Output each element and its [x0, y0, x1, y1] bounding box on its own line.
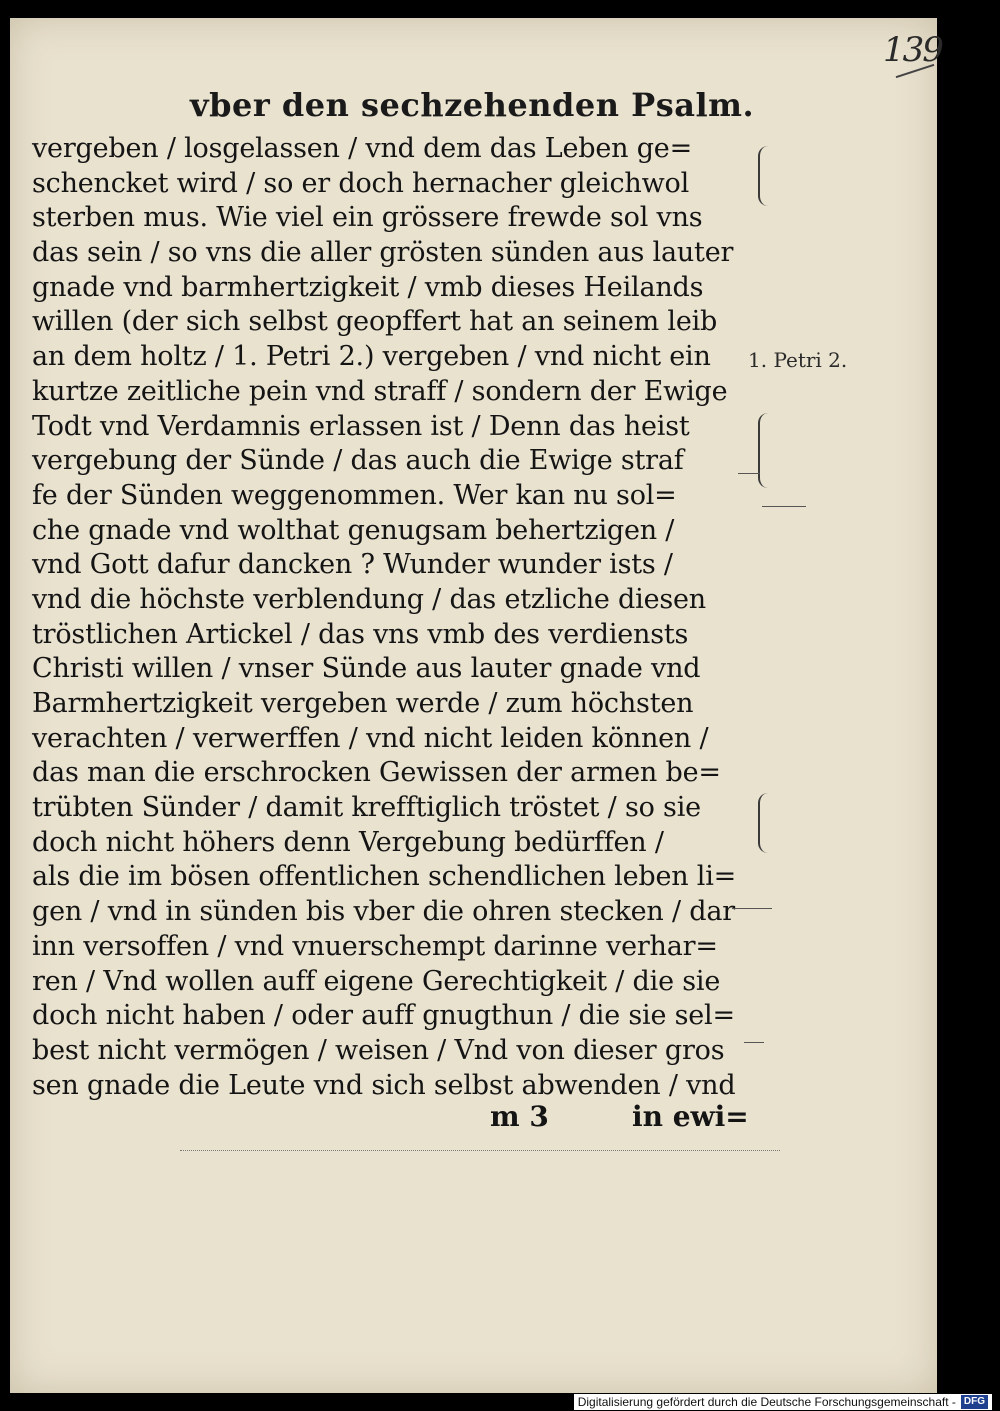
text-line: Barmhertzigkeit vergeben werde / zum höchsten — [32, 688, 694, 719]
dfg-logo: DFG — [961, 1395, 988, 1409]
text-line: inn versoffen / vnd vnuerschempt darinne verhar= — [32, 930, 718, 962]
pencil-dash — [744, 1042, 764, 1043]
signature-mark: m 3 — [490, 1100, 549, 1133]
text-line: gnade vnd barmhertzigkeit / vmb dieses Heilands — [32, 271, 704, 303]
text-line: Todt vnd Verdamnis erlassen ist / Denn das heist — [32, 410, 690, 442]
text-line: als die im bösen offentlichen schendlichen leben li= — [32, 861, 737, 893]
text-line: best nicht vermögen / weisen / Vnd von dieser gros — [32, 1034, 725, 1066]
text-line: willen (der sich selbst geopffert hat an seinem leib — [32, 306, 718, 338]
text-line: ren / Vnd wollen auff eigene Gerechtigkeit / die sie — [32, 965, 721, 997]
body-text — [32, 132, 752, 1103]
digitization-credit — [574, 1394, 992, 1410]
text-line: kurtze zeitliche pein vnd straff / sondern der Ewige — [32, 375, 728, 407]
page-number: 139 — [883, 30, 942, 70]
pencil-arrow-mark — [762, 506, 806, 507]
text-line: das man die erschrocken Gewissen der armen be= — [32, 757, 721, 789]
text-line: schencket wird / so er doch hernacher gleichwol — [32, 167, 690, 199]
margin-bracket — [758, 793, 770, 853]
margin-bracket — [758, 146, 770, 206]
text-line: che gnade vnd wolthat genugsam behertzigen / — [32, 514, 675, 546]
text-line: trübten Sünder / damit krefftiglich tröstet / so sie — [32, 792, 701, 824]
text-line: an dem holtz / 1. Petri 2.) vergeben / vnd nicht ein — [32, 341, 711, 373]
text-line: doch nicht höhers denn Vergebung bedürffen / — [32, 826, 664, 858]
text-line: das sein / so vns die aller grösten sünden aus lauter — [32, 237, 734, 269]
text-line: sterben mus. Wie viel ein grössere frewde sol vns — [32, 202, 703, 234]
text-line: vnd die höchste verblendung / das etzliche diesen — [32, 583, 706, 615]
text-line: vergebung der Sünde / das auch die Ewige straf — [32, 445, 684, 477]
text-line: fe der Sünden weggenommen. Wer kan nu sol= — [32, 479, 677, 511]
text-line: doch nicht haben / oder auff gnugthun / die sie sel= — [32, 1000, 735, 1032]
bottom-rule — [180, 1150, 780, 1151]
text-line: verachten / verwerffen / vnd nicht leiden können / — [32, 722, 709, 754]
credit-text: Digitalisierung gefördert durch die Deutsche Forschungsgemeinschaft - — [577, 1395, 956, 1409]
text-line: sen gnade die Leute vnd sich selbst abwenden / vnd — [32, 1069, 736, 1101]
text-line: vnd Gott dafur dancken ? Wunder wunder ists / — [32, 549, 673, 581]
running-head: vber den sechzehenden Psalm. — [190, 86, 755, 124]
book-page — [10, 18, 942, 1393]
pencil-dash — [738, 473, 760, 474]
catchword: in ewi= — [632, 1100, 749, 1133]
text-line: Christi willen / vnser Sünde aus lauter gnade vnd — [32, 653, 701, 685]
text-line: vergeben / losgelassen / vnd dem das Leben ge= — [32, 133, 692, 164]
margin-bracket — [758, 413, 770, 488]
text-line: tröstlichen Artickel / das vns vmb des verdiensts — [32, 618, 689, 650]
marginal-note: 1. Petri 2. — [748, 348, 848, 372]
text-line: gen / vnd in sünden bis vber die ohren stecken / dar — [32, 896, 735, 928]
pencil-dash — [732, 908, 772, 909]
